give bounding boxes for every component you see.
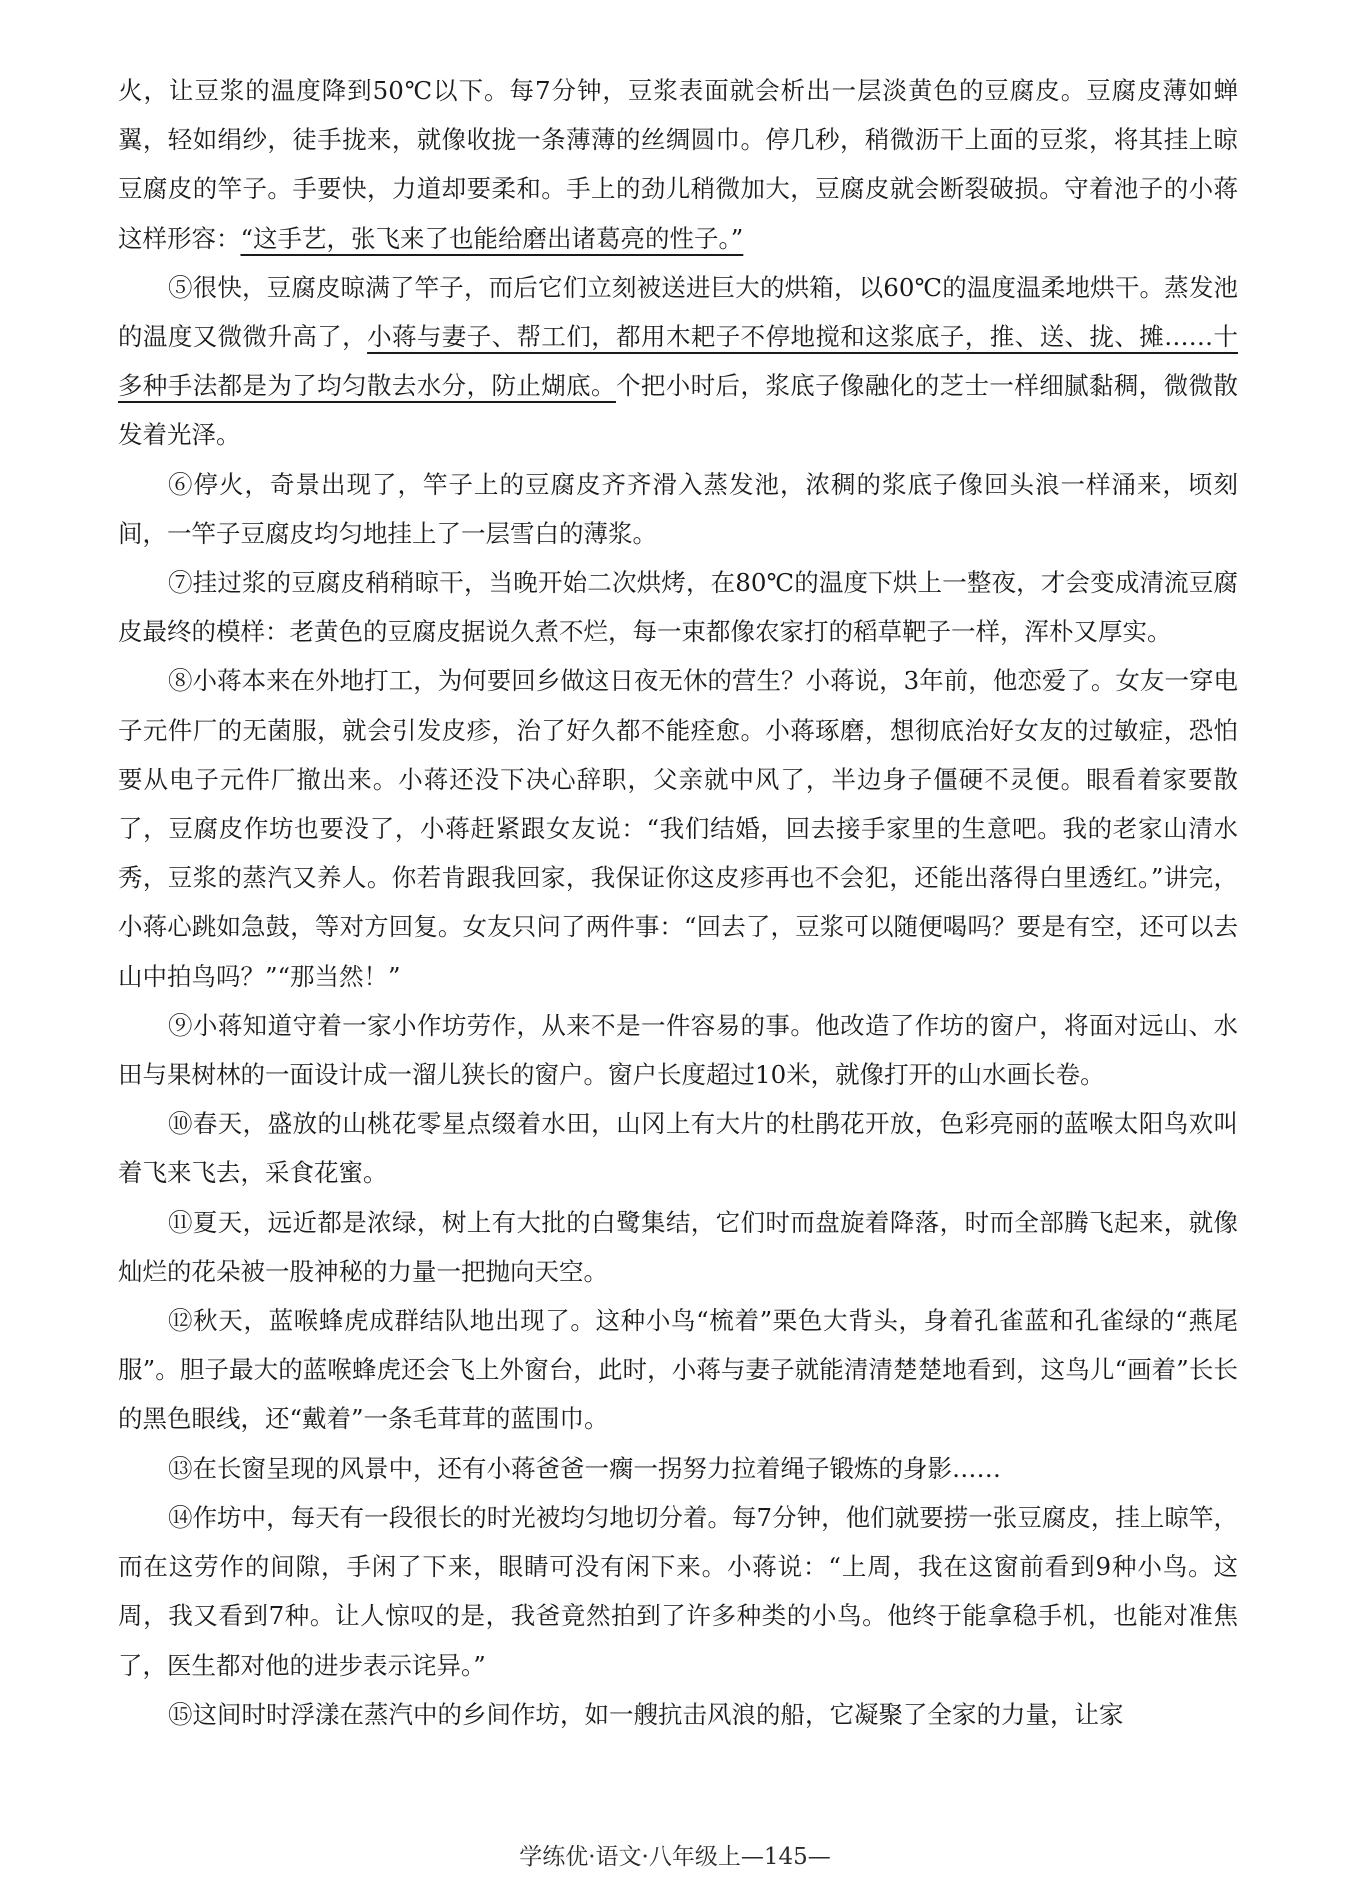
- text-segment: ⑨小蒋知道守着一家小作坊劳作，从来不是一件容易的事。他改造了作坊的窗户，将面对远山、水田与果树林的一面设计成一溜儿狭长的窗户。窗户长度超过10米，就像打开的山水画长卷。: [118, 1010, 1238, 1090]
- paragraph-14: [118, 1493, 1238, 1690]
- paragraph-12: [118, 1296, 1238, 1444]
- paragraph-9: [118, 1001, 1238, 1099]
- text-segment: ⑪夏天，远近都是浓绿，树上有大批的白鹭集结，它们时而盘旋着降落，时而全部腾飞起来，就像灿烂的花朵被一股神秘的力量一把抛向天空。: [118, 1207, 1238, 1286]
- paragraph-10: [118, 1099, 1238, 1197]
- text-segment: ⑦挂过浆的豆腐皮稍稍晾干，当晚开始二次烘烤，在80℃的温度下烘上一整夜，才会变成清流豆腐皮最终的模样：老黄色的豆腐皮据说久煮不烂，每一束都像农家打的稻草靶子一样，浑朴又厚实。: [118, 568, 1238, 647]
- text-segment: ⑭作坊中，每天有一段很长的时光被均匀地切分着。每7分钟，他们就要捞一张豆腐皮，挂上晾竿，而在这劳作的间隙，手闲了下来，眼睛可没有闲下来。小蒋说：“上周，我在这窗前看到9种小鸟。这周，我又看到7种。让人惊叹的是，我爸竟然拍到了许多种类的小鸟。他终于能拿稳手机，也能对准焦了，医生都对他的进步表示诧异。”: [118, 1502, 1238, 1680]
- text-segment: ⑫秋天，蓝喉蜂虎成群结队地出现了。这种小鸟“梳着”栗色大背头，身着孔雀蓝和孔雀绿的“燕尾服”。胆子最大的蓝喉蜂虎还会飞上外窗台，此时，小蒋与妻子就能清清楚楚地看到，这鸟儿“画着”长长的黑色眼线，还“戴着”一条毛茸茸的蓝围巾。: [118, 1306, 1238, 1434]
- text-segment: ⑧小蒋本来在外地打工，为何要回乡做这日夜无休的营生？小蒋说，3年前，他恋爱了。女友一穿电子元件厂的无菌服，就会引发皮疹，治了好久都不能痊愈。小蒋琢磨，想彻底治好女友的过敏症，恐怕要从电子元件厂撤出来。小蒋还没下决心辞职，父亲就中风了，半边身子僵硬不灵便。眼看着家要散了，豆腐皮作坊也要没了，小蒋赶紧跟女友说：“我们结婚，回去接手家里的生意吧。我的老家山清水秀，豆浆的蒸汽又养人。你若肯跟我回家，我保证你这皮疹再也不会犯，还能出落得白里透红。”讲完，小蒋心跳如急鼓，等对方回复。女友只问了两件事：“回去了，豆浆可以随便喝吗？要是有空，还可以去山中拍鸟吗？”“那当然！”: [118, 666, 1238, 991]
- paragraph-13: [118, 1444, 1238, 1493]
- article-body: [118, 66, 1238, 1739]
- paragraph-15: [118, 1690, 1238, 1739]
- text-segment: ⑥停火，奇景出现了，竿子上的豆腐皮齐齐滑入蒸发池，浓稠的浆底子像回头浪一样涌来，顷刻间，一竿子豆腐皮均匀地挂上了一层雪白的薄浆。: [118, 469, 1238, 548]
- text-segment: ⑮这间时时浮漾在蒸汽中的乡间作坊，如一艘抗击风浪的船，它凝聚了全家的力量，让家: [168, 1699, 1124, 1729]
- underlined-sentence: 小蒋与妻子、帮工们，都用木耙子不停地搅和这浆底子，推、送、拢、摊……十多种手法都是为了均匀散去水分，防止煳底。: [118, 322, 1239, 401]
- underlined-quote: “这手艺，张飞来了也能给磨出诸葛亮的性子。”: [240, 223, 744, 253]
- paragraph-7: [118, 558, 1238, 656]
- text-segment: ⑤很快，豆腐皮晾满了竿子，而后它们立刻被送进巨大的烘箱，以60℃的温度温柔地烘干。蒸发池的温度又微微升高了，: [118, 272, 1238, 352]
- page-footer: 学练优·语文·八年级上—145—: [519, 1844, 831, 1870]
- paragraph-8: [118, 656, 1238, 1000]
- paragraph-6: [118, 460, 1238, 558]
- text-segment: 火，让豆浆的温度降到50℃以下。每7分钟，豆浆表面就会析出一层淡黄色的豆腐皮。豆腐皮薄如蝉翼，轻如绢纱，徒手拢来，就像收拢一条薄薄的丝绸圆巾。停几秒，稍微沥干上面的豆浆，将其挂上晾豆腐皮的竿子。手要快，力道却要柔和。手上的劲儿稍微加大，豆腐皮就会断裂破损。守着池子的小蒋这样形容：: [118, 76, 1238, 253]
- paragraph-5: [118, 263, 1238, 460]
- paragraph-11: [118, 1198, 1238, 1296]
- text-segment: 个把小时后，浆底子像融化的芝士一样细腻黏稠，微微散发着光泽。: [118, 371, 1238, 450]
- text-segment: ⑬在长窗呈现的风景中，还有小蒋爸爸一瘸一拐努力拉着绳子锻炼的身影……: [168, 1453, 1001, 1483]
- paragraph-continued: [118, 66, 1238, 263]
- text-segment: ⑩春天，盛放的山桃花零星点缀着水田，山冈上有大片的杜鹃花开放，色彩亮丽的蓝喉太阳鸟欢叫着飞来飞去，采食花蜜。: [118, 1109, 1238, 1188]
